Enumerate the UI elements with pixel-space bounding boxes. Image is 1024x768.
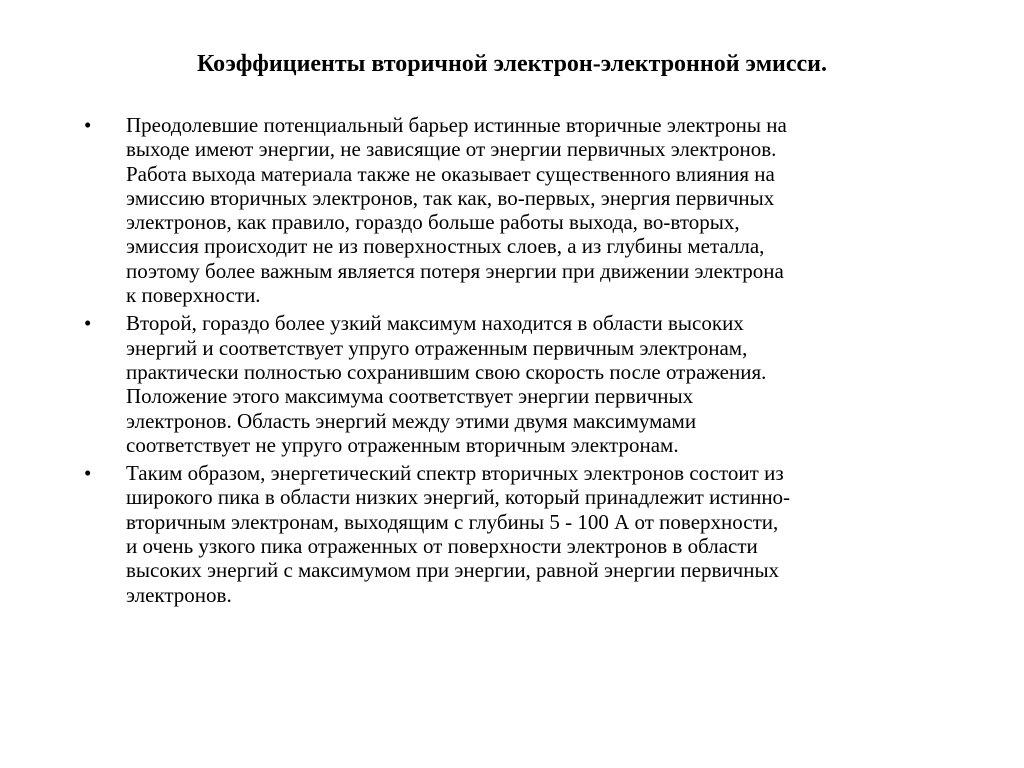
- slide-title: Коэффициенты вторичной электрон-электронной эмисси.: [196, 51, 828, 77]
- bullet-text-1: Преодолевшие потенциальный барьер истинные вторичные электроны на выходе имеют энергии, не зависящие от энергии первичных электронов. Работа выхода материала также не оказывает существенного влияния на эмиссию вторичных электронов, так как, во-первых, энергия первичных электронов, как правило, гораздо больше работы выхода, во-вторых, эмиссия происходит не из поверхностных слоев, а из глубины металла, поэтому более важным является потеря энергии при движении электрона к поверхности.: [126, 113, 787, 308]
- bullet-list: [0, 113, 1024, 611]
- bullet-icon: •: [84, 461, 92, 486]
- bullet-item-3: [0, 461, 946, 607]
- bullet-item-2: [0, 311, 946, 457]
- bullet-item-1: [0, 113, 946, 307]
- bullet-text-3: Таким образом, энергетический спектр вторичных электронов состоит из широкого пика в области низких энергий, который принадлежит истинно- вторичным электронам, выходящим с глубины 5 - 100 А от поверхности, и очень узкого пика отраженных от поверхности электронов в области высоких энергий с максимумом при энергии, равной энергии первичных электронов.: [126, 461, 791, 607]
- bullet-icon: •: [84, 113, 92, 137]
- bullet-text-2: Второй, гораздо более узкий максимум находится в области высоких энергий и соответствует упруго отраженным первичным электронам, практически полностью сохранившим свою скорость после отражения. Положение этого максимума соответствует энергии первичных электронов. Область энергий между этими двумя максимумами соответствует не упруго отраженным вторичным электронам.: [126, 311, 767, 457]
- bullet-icon: •: [84, 311, 92, 336]
